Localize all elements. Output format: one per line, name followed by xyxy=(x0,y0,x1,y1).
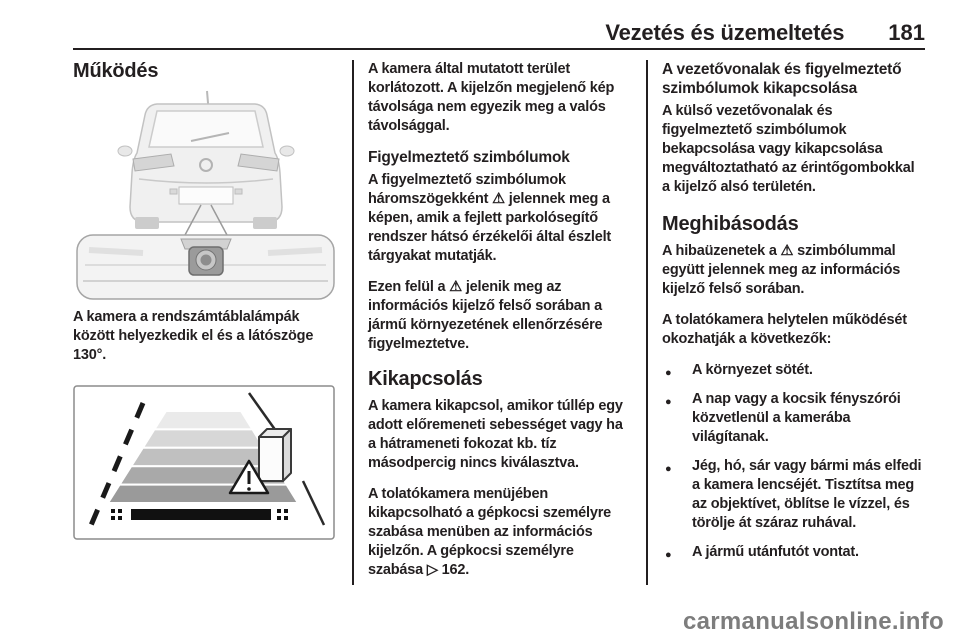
panel-highlight-right xyxy=(268,250,322,253)
distance-band-2 xyxy=(143,429,264,447)
page-header xyxy=(73,20,925,46)
fault-cause-item: ● A nap vagy a kocsik fényszórói közvetlenül a kamerába világítanak. xyxy=(662,390,923,447)
page-number: 181 xyxy=(888,20,925,45)
fault-cause-item: ● Jég, hó, sár vagy bármi más elfedi a kamera lencséjét. Tisztítsa meg az objektívet, öblítse le vízzel, és törölje át száraz ruhával. xyxy=(662,457,923,533)
distance-band-1 xyxy=(154,411,252,429)
column-divider-left xyxy=(352,60,354,585)
chapter-title: Vezetés és üzemeltetés xyxy=(605,20,845,45)
fault-cause-item: ● A jármű utánfutót vontat. xyxy=(662,543,923,562)
car-rear-view-illustration xyxy=(73,89,338,303)
distance-band-3 xyxy=(131,448,275,466)
header-rule xyxy=(73,48,925,50)
warning-symbols-paragraph-1: A figyelmeztető szimbólumok háromszögekként ⚠ jelennek meg a képen, amik a fejlett parkolósegítő rendszer hátsó érzékelői által észlelt tárgyakat mutatják. xyxy=(368,172,612,264)
middle-column xyxy=(368,60,630,592)
right-column xyxy=(662,60,923,572)
left-column xyxy=(73,60,338,545)
fault-cause-item: ● A környezet sötét. xyxy=(662,361,923,380)
right-wheel xyxy=(253,217,277,229)
left-mirror xyxy=(118,146,132,156)
fault-messages-paragraph: A hibaüzenetek a ⚠ szimbólummal együtt jelennek meg az információs kijelző felső sorában. xyxy=(662,243,901,297)
rear-window xyxy=(149,111,263,147)
column-divider-right xyxy=(646,60,648,585)
guidelines-off-paragraph: A külső vezetővonalak és figyelmeztető szimbólumok bekapcsolása vagy kikapcsolása megváltoztatható az érintőgombokkal a kijelző alsó területén. xyxy=(662,103,915,195)
camera-location-caption: A kamera a rendszámtáblalámpák között helyezkedik el és a látószöge 130°. xyxy=(73,309,314,363)
proximity-bar xyxy=(131,509,271,520)
panel-highlight-left xyxy=(89,250,143,253)
fault-causes-intro: A tolatókamera helytelen működését okozhatják a következők: xyxy=(662,312,907,347)
camera-display-illustration xyxy=(73,385,335,540)
subheading-warning-symbols: Figyelmeztető szimbólumok xyxy=(368,149,570,166)
section-heading-deactivation: Kikapcsolás xyxy=(368,368,483,390)
right-mirror xyxy=(280,146,294,156)
deactivation-paragraph-1: A kamera kikapcsol, amikor túllép egy adott előremeneti sebességet vagy ha a hátrameneti fokozat kb. tíz másodpercig nincs kiválasztva. xyxy=(368,398,623,471)
warning-symbols-paragraph-2: Ezen felül a ⚠ jelenik meg az információs kijelző felső sorában a jármű környezetének ellenőrzésére figyelmeztetve. xyxy=(368,279,603,352)
fault-causes-list xyxy=(662,361,923,562)
camera-lens-inner xyxy=(201,255,212,266)
plate-lamp-left xyxy=(170,189,177,194)
obstacle-box xyxy=(259,429,291,481)
camera-area-paragraph: A kamera által mutatott terület korlátozott. A kijelzőn megjelenő kép távolsága nem egyezik meg a valós távolsággal. xyxy=(368,61,615,134)
subheading-guidelines-off: A vezetővonalak és figyelmeztető szimbólumok kikapcsolása xyxy=(662,61,902,97)
deactivation-paragraph-2: A tolatókamera menüjében kikapcsolható a gépkocsi személyre szabása menüben az információs kijelzőn. A gépkocsi személyre szabása ▷ 162. xyxy=(368,486,612,578)
left-wheel xyxy=(135,217,159,229)
plate-lamp-right xyxy=(235,189,242,194)
camera-display-figure xyxy=(73,385,338,545)
distance-band-5 xyxy=(108,485,298,503)
rear-camera-location-figure xyxy=(73,89,338,308)
watermark: carmanualsonline.info xyxy=(682,608,944,635)
section-heading-fault: Meghibásodás xyxy=(662,213,799,235)
license-plate xyxy=(179,187,233,204)
section-heading-operation: Működés xyxy=(73,60,159,82)
